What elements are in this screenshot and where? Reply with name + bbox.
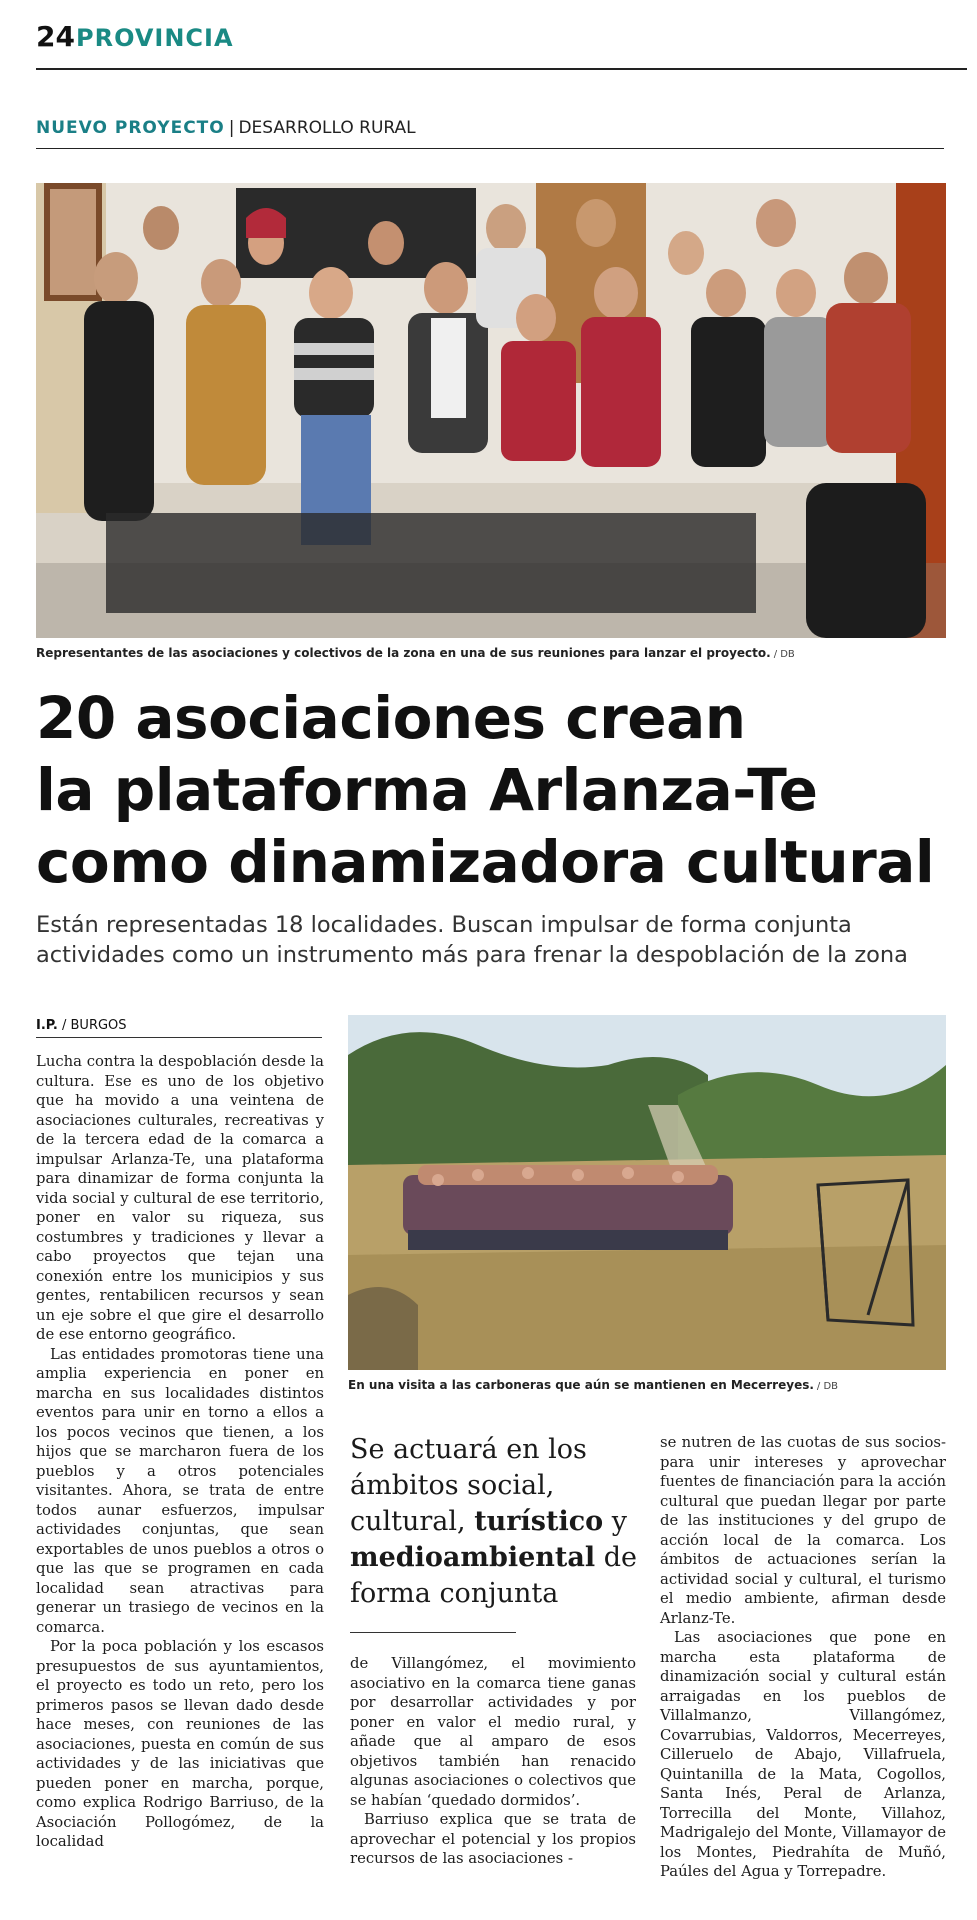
body-paragraph: de Villangómez, el movimiento asociativo en la comarca tiene ganas por desarrollar actividades y por poner en valor el medio rural, y añade que al amparo de esos objetivos también han renacido algunas asociaciones o colectivos que se habían ‘quedado dormidos’. xyxy=(350,1655,636,1809)
second-photo-caption xyxy=(348,1378,946,1392)
byline xyxy=(36,1018,322,1038)
body-paragraph: Por la poca población y los escasos presupuestos de sus ayuntamientos, el proyecto es todo un reto, pero los primeros pasos se llevan dado desde hace meses, con reuniones de las asociaciones, puesta en común de sus actividades y de las iniciativas que pueden poner en marcha, porque, como explica Rodrigo Barriuso, de la Asociación Pollogómez, de la localidad xyxy=(36,1638,324,1850)
section-name: PROVINCIA xyxy=(76,24,234,52)
second-photo xyxy=(348,1015,946,1370)
article-column-2 xyxy=(350,1654,636,1869)
headline-line-2: la plataforma Arlanza-Te xyxy=(36,756,818,824)
article-column-3 xyxy=(660,1433,946,1882)
main-photo xyxy=(36,183,946,638)
pull-quote xyxy=(350,1432,640,1612)
kicker-category: DESARROLLO RURAL xyxy=(238,118,416,138)
byline-author: I.P. xyxy=(36,1018,58,1033)
main-photo-caption xyxy=(36,646,946,660)
body-paragraph: Las asociaciones que pone en marcha esta plataforma de dinamización social y cultural están arraigadas en los pueblos de Villalmanzo, Villangómez, Covarrubias, Valdorros, Mecerreyes, Cilleruelo de Abajo, Villafruela, Quintanilla de la Mata, Cogollos, Santa Inés, Peral de Arlanza, Torrecilla del Monte, Villahoz, Madrigalejo del Monte, Villamayor de los Montes, Piedrahíta de Muñó, Paúles del Agua y Torrepadre. xyxy=(660,1629,946,1880)
pull-quote-text-1: Se actuará en los ámbitos social, cultural, xyxy=(350,1434,587,1537)
body-paragraph: Barriuso explica que se trata de aprovechar el potencial y los propios recursos de las asociaciones - xyxy=(350,1811,636,1867)
body-paragraph: Las entidades promotoras tiene una amplia experiencia en poner en marcha en sus localidades distintos eventos para unir en torno a ellos a los pocos vecinos que tienen, a los hijos que se marcharon fuera de los pueblos y a otros potenciales visitantes. Ahora, se trata de entre todos aunar esfuerzos, impulsar actividades conjuntas, que sean exportables de unos pueblos a otros o que las que se programen en cada localidad sean atractivas para generar un trasiego de vecinos en la comarca. xyxy=(36,1345,324,1636)
subheadline xyxy=(36,910,956,970)
headline xyxy=(36,682,956,898)
kicker-tag: NUEVO PROYECTO xyxy=(36,118,225,138)
pull-quote-bold-1: turístico xyxy=(474,1506,604,1537)
headline-line-1: 20 asociaciones crean xyxy=(36,684,746,752)
byline-location: / BURGOS xyxy=(62,1018,127,1033)
article-kicker xyxy=(36,118,944,149)
kicker-separator: | xyxy=(228,118,235,138)
headline-line-3: como dinamizadora cultural xyxy=(36,828,935,896)
page-number: 24 xyxy=(36,20,75,53)
page-header xyxy=(36,18,967,70)
body-paragraph: se nutren de las cuotas de sus socios- para unir intereses y aprovechar fuentes de financiación para la acción cultural que puedan llegar por parte de las instituciones y del grupo de acción local de la comarca. Los ámbitos de actuaciones serían la actividad social y cultural, el turismo el medio ambiente, afirman desde Arlanz-Te. xyxy=(660,1434,946,1627)
subhead-line-2: actividades como un instrumento más para frenar la despoblación de la zona xyxy=(36,942,908,968)
main-caption-source: / DB xyxy=(773,649,795,660)
second-caption-source: / DB xyxy=(816,1381,839,1392)
pull-quote-rule xyxy=(350,1632,516,1633)
subhead-line-1: Están representadas 18 localidades. Buscan impulsar de forma conjunta xyxy=(36,912,852,938)
group-photo-image xyxy=(36,183,946,638)
carboneras-photo-image xyxy=(348,1015,946,1370)
pull-quote-text-3: de forma conjunta xyxy=(350,1542,637,1609)
pull-quote-bold-2: medioambiental xyxy=(350,1542,596,1573)
second-caption-text: En una visita a las carboneras que aún se mantienen en Mecerreyes. xyxy=(348,1378,814,1392)
main-caption-text: Representantes de las asociaciones y colectivos de la zona en una de sus reuniones para lanzar el proyecto. xyxy=(36,646,771,660)
body-paragraph: Lucha contra la despoblación desde la cultura. Ese es uno de los objetivo que ha movido a una veintena de asociaciones culturales, recreativas y de la tercera edad de la comarca a impulsar Arlanza-Te, una plataforma para dinamizar de forma conjunta la vida social y cultural de ese territorio, poner en valor su riqueza, sus costumbres y tradiciones y llevar a cabo proyectos que tejan una conexión entre los municipios y sus gentes, rentabilicen recursos y sean un eje sobre el que gire el desarrollo de ese entorno geográfico. xyxy=(36,1053,324,1343)
pull-quote-text-2: y xyxy=(603,1506,628,1537)
article-column-1 xyxy=(36,1052,324,1852)
